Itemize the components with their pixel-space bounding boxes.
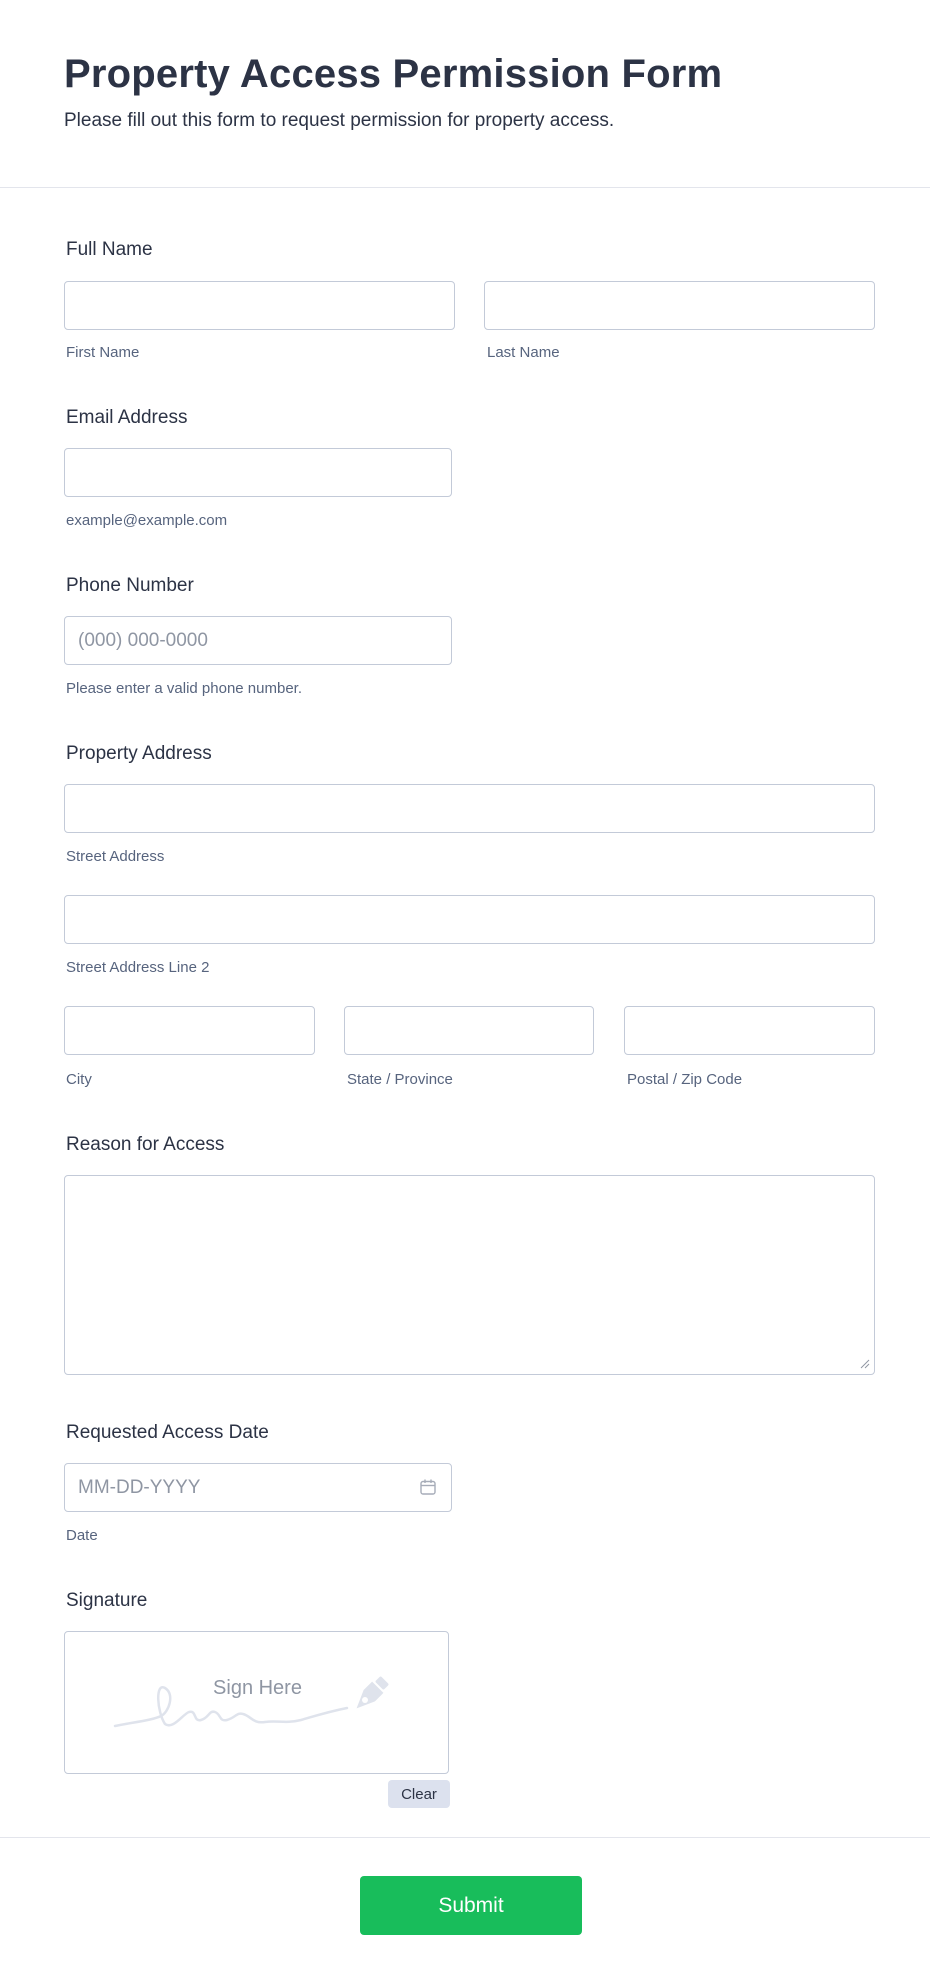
email-input[interactable] — [64, 448, 452, 497]
form-header — [0, 0, 930, 188]
pen-nib-icon — [347, 1672, 393, 1718]
first-name-input[interactable] — [64, 281, 455, 330]
address-label: Property Address — [66, 743, 212, 764]
last-name-input[interactable] — [484, 281, 875, 330]
submit-button[interactable]: Submit — [360, 1876, 582, 1935]
phone-input[interactable] — [64, 616, 452, 665]
city-sublabel: City — [66, 1071, 92, 1088]
city-input[interactable] — [64, 1006, 315, 1055]
phone-sublabel: Please enter a valid phone number. — [66, 680, 302, 697]
resize-grip-icon[interactable] — [860, 1359, 870, 1369]
date-input[interactable] — [64, 1463, 452, 1512]
clear-signature-button[interactable]: Clear — [388, 1780, 450, 1808]
page-subtitle: Please fill out this form to request permission for property access. — [64, 110, 615, 131]
street-address-sublabel: Street Address — [66, 848, 165, 865]
page-title: Property Access Permission Form — [64, 52, 723, 96]
email-label: Email Address — [66, 407, 188, 428]
state-sublabel: State / Province — [347, 1071, 453, 1088]
calendar-icon[interactable] — [419, 1478, 437, 1496]
last-name-sublabel: Last Name — [487, 344, 560, 361]
street-address-line2-input[interactable] — [64, 895, 875, 944]
date-sublabel: Date — [66, 1527, 98, 1544]
street-address-input[interactable] — [64, 784, 875, 833]
reason-label: Reason for Access — [66, 1134, 225, 1155]
postal-code-sublabel: Postal / Zip Code — [627, 1071, 743, 1088]
signature-hint: Sign Here — [213, 1677, 302, 1699]
state-input[interactable] — [344, 1006, 594, 1055]
postal-code-input[interactable] — [624, 1006, 875, 1055]
date-label: Requested Access Date — [66, 1422, 269, 1443]
reason-textarea[interactable] — [64, 1175, 875, 1375]
full-name-label: Full Name — [66, 239, 153, 260]
footer-divider — [0, 1837, 930, 1838]
email-sublabel: example@example.com — [66, 512, 228, 529]
first-name-sublabel: First Name — [66, 344, 140, 361]
signature-label: Signature — [66, 1590, 148, 1611]
signature-pad[interactable] — [64, 1631, 449, 1774]
phone-label: Phone Number — [66, 575, 194, 596]
street-address-line2-sublabel: Street Address Line 2 — [66, 959, 210, 976]
